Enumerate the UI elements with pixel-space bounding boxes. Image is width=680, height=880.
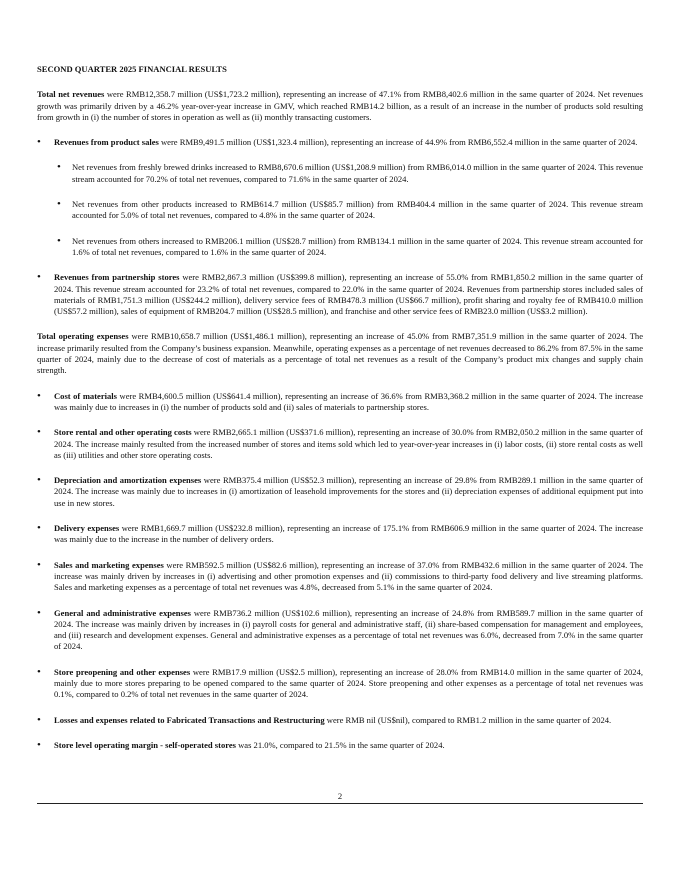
- bullet-label: Losses and expenses related to Fabricated Transactions and Restructuring: [54, 714, 325, 725]
- bullet-text: Net revenues from freshly brewed drinks increased to RMB8,670.6 million (US$1,208.9 million) from RMB6,014.0 million in the same quarter of 2024. This revenue stream accounted for 70.2% of total net revenues, compared to 71.6% in the same quarter of 2024.: [72, 162, 643, 184]
- bullet-partnership-stores: [37, 272, 643, 317]
- bullet-text: were RMB375.4 million (US$52.3 million), representing an increase of 29.8% from RMB289.1 million in the same quarter of 2024. The increase was mainly due to increases in (i) amortization of leasehold improvements for the stores and (ii) depreciation expenses of additional equipment put into use in new stores.: [54, 475, 643, 508]
- bullet-icon: •: [37, 665, 41, 678]
- total-net-revenues-paragraph: [37, 89, 643, 123]
- bullet-icon: •: [37, 558, 41, 571]
- bullet-icon: •: [37, 738, 41, 751]
- bullet-text: were RMB2,867.3 million (US$399.8 million), representing an increase of 55.0% from RMB1,850.2 million in the same quarter of 2024. This revenue stream accounted for 23.2% of total net revenues, compared to 22.0% in the same quarter of 2024. Revenues from partnership stores included sales of materials of RMB1,751.3 million (US$244.2 million), delivery service fees of RMB478.3 million (US$66.7 million), profit sharing and royalty fee of RMB410.0 million (US$57.2 million), sales of equipment of RMB204.7 million (US$28.5 million), and franchise and other service fees of RMB23.0 million (US$3.2 million).: [54, 272, 643, 317]
- bullet-label: Delivery expenses: [54, 523, 120, 534]
- bullet-store-rental: [37, 427, 643, 461]
- bullet-text: were RMB17.9 million (US$2.5 million), representing an increase of 28.0% from RMB14.0 million in the same quarter of 2024, mainly due to more stores preparing to be opened compared to the same quarter of 2024. Store preopening and other expenses as a percentage of total net revenues was 0.1%, compared to 0.2% of total net revenues in the same quarter of 2024.: [54, 666, 643, 700]
- bullet-text: were RMB4,600.5 million (US$641.4 million), representing an increase of 36.6% from RMB3,368.2 million in the same quarter of 2024. The increase was mainly due to increases in (i) the number of products sold and (ii) sales of materials to partnership stores.: [54, 390, 644, 412]
- bullet-text: were RMB736.2 million (US$102.6 million), representing an increase of 24.8% from RMB589.7 million in the same quarter of 2024. The increase was mainly driven by increases in (i) payroll costs for general and administrative staff, (ii) share-based compensation for management and employees, and (iii) research and development expenses. General and administrative expenses as a percentage of total net revenues was 6.0%, decreased from 7.0% in the same quarter of 2024.: [54, 607, 644, 652]
- bullet-icon: •: [57, 234, 61, 247]
- document-body: [37, 64, 643, 765]
- bullet-store-level-margin: [37, 740, 643, 751]
- bullet-icon: •: [37, 426, 41, 439]
- bullet-icon: •: [37, 474, 41, 487]
- page-number: 2: [337, 791, 343, 801]
- bullet-icon: •: [37, 136, 41, 149]
- section-heading: SECOND QUARTER 2025 FINANCIAL RESULTS: [37, 64, 227, 74]
- bullet-icon: •: [37, 271, 41, 284]
- bullet-sales-marketing: [37, 560, 643, 594]
- bullet-depreciation: [37, 475, 643, 509]
- bullet-text: Net revenues from others increased to RMB206.1 million (US$28.7 million) from RMB134.1 million in the same quarter of 2024. This revenue stream accounted for 1.6% of total net revenues, compared to 1.6% in the same quarter of 2024.: [72, 235, 643, 257]
- bullet-icon: •: [37, 606, 41, 619]
- bullet-label: Revenues from partnership stores: [54, 272, 180, 283]
- paragraph-text: were RMB10,658.7 million (US$1,486.1 million), representing an increase of 45.0% from RMB7,351.9 million in the same quarter of 2024. The increase primarily resulted from the Company’s business expansion. Meanwhile, operating expenses as a percentage of net revenues decreased to 86.2% from 87.5% in the same quarter of 2024, mainly due to the decrease of cost of materials as a percentage of total net revenues as a result of the Company’s product mix changes and supply chain strength.: [37, 331, 644, 376]
- bullet-cost-of-materials: [37, 391, 643, 414]
- sub-bullet-others: [37, 236, 643, 259]
- bullet-icon: •: [37, 522, 41, 535]
- paragraph-label: Total net revenues: [37, 89, 105, 100]
- paragraph-text: were RMB12,358.7 million (US$1,723.2 million), representing an increase of 47.1% from RMB8,402.6 million in the same quarter of 2024. Net revenues growth was primarily driven by a 46.2% year-over-year increase in GMV, which reached RMB14.2 billion, as a result of an increase in the number of products sold resulting from growth in (i) the number of stores in operation as well as (ii) monthly transacting customers.: [37, 89, 643, 122]
- bullet-icon: •: [57, 161, 61, 174]
- bullet-label: Revenues from product sales: [54, 137, 159, 148]
- bullet-product-sales: [37, 137, 643, 148]
- sub-bullet-freshly-brewed: [37, 162, 643, 185]
- bullet-label: Store preopening and other expenses: [54, 666, 191, 677]
- total-operating-expenses-paragraph: [37, 331, 643, 376]
- bullet-label: General and administrative expenses: [54, 607, 191, 618]
- bullet-icon: •: [57, 198, 61, 211]
- bullet-text: were RMB9,491.5 million (US$1,323.4 million), representing an increase of 44.9% from RMB6,552.4 million in the same quarter of 2024.: [158, 137, 638, 148]
- bullet-delivery-expenses: [37, 523, 643, 546]
- bullet-general-admin: [37, 608, 643, 653]
- bullet-label: Store level operating margin - self-operated stores: [54, 739, 236, 750]
- bullet-icon: •: [37, 713, 41, 726]
- bullet-icon: •: [37, 389, 41, 402]
- bullet-text: were RMB592.5 million (US$82.6 million), representing an increase of 37.0% from RMB432.6 million in the same quarter of 2024. The increase was mainly driven by increases in (i) advertising and other promotion expenses and (ii) commissions to third-party food delivery and live streaming platforms. Sales and marketing expenses as a percentage of total net revenues was 4.8%, decreased from 5.1% in the same quarter of 2024.: [54, 559, 643, 593]
- bullet-losses-restructuring: [37, 715, 643, 726]
- sub-bullet-other-products: [37, 199, 643, 222]
- footer-divider: [37, 803, 643, 804]
- bullet-label: Cost of materials: [54, 390, 117, 401]
- bullet-text: Net revenues from other products increased to RMB614.7 million (US$85.7 million) from RMB404.4 million in the same quarter of 2024. This revenue stream accounted for 5.0% of total net revenues, compared to 4.8% in the same quarter of 2024.: [72, 199, 643, 221]
- bullet-store-preopening: [37, 667, 643, 701]
- bullet-text: were RMB nil (US$nil), compared to RMB1.2 million in the same quarter of 2024.: [324, 714, 612, 725]
- paragraph-label: Total operating expenses: [37, 331, 129, 342]
- bullet-label: Store rental and other operating costs: [54, 427, 192, 438]
- bullet-label: Depreciation and amortization expenses: [54, 475, 202, 486]
- bullet-text: were RMB2,665.1 million (US$371.6 million), representing an increase of 30.0% from RMB2,050.2 million in the same quarter of 2024. The increase mainly resulted from the increased number of stores and items sold which led to year-over-year increases in (i) labor costs, (ii) store rental costs as well as (iii) utilities and other store operating costs.: [54, 427, 643, 460]
- bullet-label: Sales and marketing expenses: [54, 559, 164, 570]
- bullet-text: were RMB1,669.7 million (US$232.8 million), representing an increase of 175.1% from RMB606.9 million in the same quarter of 2024. The increase was mainly due to the increase in the number of delivery orders.: [54, 523, 643, 545]
- bullet-text: was 21.0%, compared to 21.5% in the same quarter of 2024.: [235, 739, 445, 750]
